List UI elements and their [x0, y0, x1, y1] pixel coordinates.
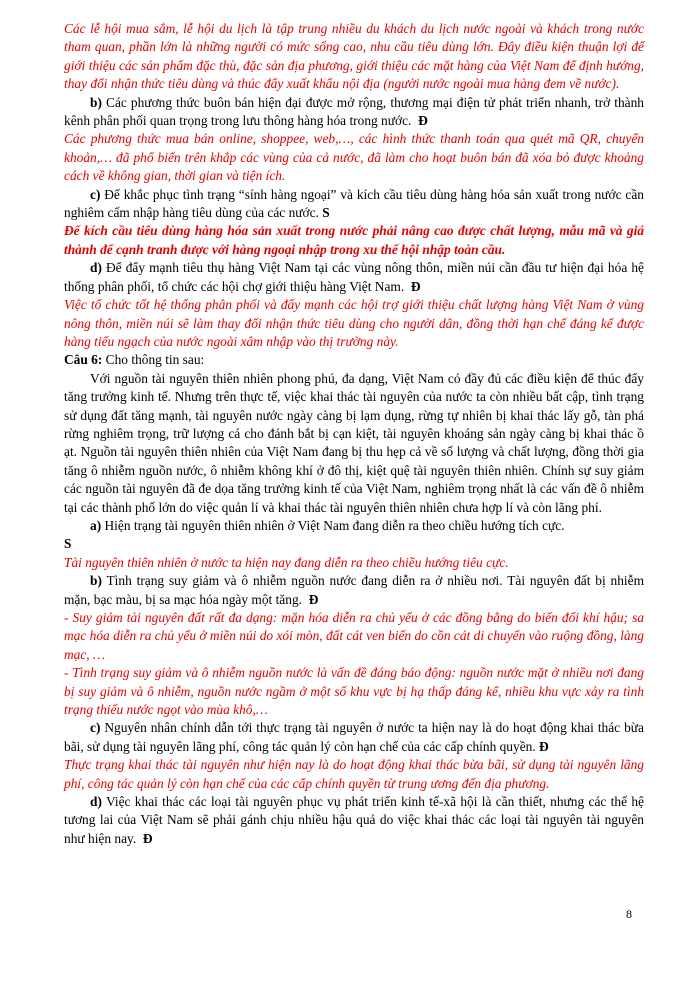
statement-label: d)	[90, 260, 102, 276]
answer-mark: Đ	[308, 591, 319, 607]
explanation-b: Các phương thức mua bán online, shoppee, web,…, các hình thức thanh toán qua quét mã QR, chuyển khoản,… đã phổ biến trên khắp các vùng của cả nước, đã làm cho hoạt buôn bán đã xóa bỏ được khoảng cách về không gian, thời gian và tiện ích.	[64, 131, 644, 184]
explanation-6c: Thực trạng khai thác tài nguyên như hiện nay là do hoạt động khai thác bừa bãi, sử dụng tài nguyên lãng phí, công tác quản lý còn hạn chế của các cấp chính quyền từ trung ương đến địa phương.	[64, 757, 644, 791]
question-6-heading	[64, 351, 644, 369]
explanation-d: Việc tổ chức tốt hệ thống phân phối và đẩy mạnh các hội trợ giới thiệu chất lượng hàng Việt Nam ở vùng nông thôn, miền núi sẽ làm thay đổi nhận thức tiêu dùng cho người dân, đồng thời hạn chế đáng kể được hàng tiểu ngạch của nước ngoài xâm nhập vào thị trường này.	[64, 297, 644, 349]
statement-label: b)	[90, 94, 102, 110]
statement-label: a)	[90, 517, 102, 533]
answer-mark: Đ	[539, 738, 549, 754]
explanation-6a: Tài nguyên thiên nhiên ở nước ta hiện nay đang diễn ra theo chiều hướng tiêu cực.	[64, 554, 509, 570]
answer-mark: Đ	[418, 113, 428, 129]
page-number: 8	[626, 907, 632, 921]
statement-text: Các phương thức buôn bán hiện đại được mở rộng, thương mại điện tử phát triển nhanh, trở thành kênh phân phối quan trọng trong lưu thông hàng hóa trong nước.	[64, 94, 644, 129]
answer-mark: Đ	[142, 830, 153, 846]
statement-label: c)	[90, 186, 101, 202]
statement-text: Để khắc phục tình trạng “sính hàng ngoại” và kích cầu tiêu dùng hàng hóa sản xuất trong nước cần nghiêm cấm nhập hàng tiêu dùng của các nước.	[64, 186, 644, 221]
statement-6a	[64, 517, 644, 535]
statement-label: d)	[90, 794, 102, 810]
answer-mark: Đ	[410, 278, 421, 294]
explanation-6b-1: - Suy giảm tài nguyên đất rất đa dạng: mặn hóa diễn ra chủ yếu ở các đồng bằng do biến đổi khí hậu; sa mạc hóa diễn ra chủ yếu ở miền núi do xói mòn, đất cát ven biển do cồn cát di chuyển vào ruộng đồng, làng mạc, …	[64, 610, 644, 662]
statement-b	[64, 94, 644, 131]
explanation-c: Để kích cầu tiêu dùng hàng hóa sản xuất trong nước phải nâng cao được chất lượng, mẫu mã và giá thành để cạnh tranh được với hàng ngoại nhập trong xu thế hội nhập toàn cầu.	[64, 223, 644, 257]
answer-mark: S	[322, 205, 330, 221]
statement-label: b)	[90, 573, 102, 589]
explanation-a: Các lễ hội mua sắm, lễ hội du lịch là tập trung nhiều du khách du lịch nước ngoài và khách trong nước tham quan, phần lớn là những người có mức sống cao, nhu cầu tiêu dùng lớn. Đây điều kiện thuận lợi để giới thiệu các sản phẩm đặc thù, đặc sản địa phương, giới thiệu các mặt hàng của Việt Nam để định hướng, thay đổi nhận thức tiêu dùng và thúc đẩy xuất khẩu nội địa (người nước ngoài mua hàng đem về nước).	[64, 21, 644, 92]
question-label: Câu 6:	[64, 352, 103, 368]
statement-6b	[64, 572, 644, 609]
question-6-passage: Với nguồn tài nguyên thiên nhiên phong phú, đa dạng, Việt Nam có đầy đủ các điều kiện để thúc đẩy tăng trưởng kinh tế. Nhưng trên thực tế, việc khai thác tài nguyên của nước ta còn nhiều bất cập, tình trạng sử dụng đất tăng mạnh, tài nguyên nước ngày càng bị lạm dụng, rừng tự nhiên bị khai thác lấy gỗ, tàn phá rừng nghiêm trọng, trữ lượng cá cho đánh bắt bị cạn kiệt, tài nguyên khoáng sản ngày càng bị khai thác ồ ạt. Nguồn tài nguyên thiên nhiên của Việt Nam đang bị thu hẹp cả về số lượng và chất lượng, đồng thời gia tăng ô nhiễm nguồn nước, ô nhiễm không khí ở đô thị, kiệt quệ tài nguyên thiên nhiên. Chính sự suy giảm các nguồn tài nguyên đã đe dọa tăng trưởng kinh tế của Việt Nam, nghiêm trọng nhất là các vấn đề ô nhiễm tại các thành phố lớn do việc quản lí và khai thác tài nguyên thiên nhiên chưa hợp lí và còn lãng phí.	[64, 370, 644, 515]
statement-6c	[64, 719, 644, 756]
statement-text: Việc khai thác các loại tài nguyên phục vụ phát triển kinh tế-xã hội là cần thiết, nhưng các thế hệ tương lai của Việt Nam sẽ phải gánh chịu nhiều hậu quả do việc khai thác các loại tài nguyên tài nguyên như hiện nay.	[64, 794, 644, 846]
statement-text: Để đẩy mạnh tiêu thụ hàng Việt Nam tại các vùng nông thôn, miền núi cần đầu tư hiện đại hóa hệ thống phân phối, tổ chức các hội chợ giới thiệu hàng Việt Nam.	[64, 260, 644, 294]
answer-mark-6a	[64, 535, 644, 553]
statement-text: Nguyên nhân chính dẫn tới thực trạng tài nguyên ở nước ta hiện nay là do hoạt động khai thác bừa bãi, sử dụng tài nguyên lãng phí, công tác quản lý còn hạn chế của các cấp chính quyền.	[64, 720, 644, 754]
statement-text: Tình trạng suy giảm và ô nhiễm nguồn nước đang diễn ra ở nhiều nơi. Tài nguyên đất bị nhiễm mặn, bạc màu, bị sa mạc hóa ngày một tăng.	[64, 573, 644, 607]
statement-label: c)	[90, 720, 101, 736]
statement-c	[64, 186, 644, 223]
explanation-6b-2: - Tình trạng suy giảm và ô nhiễm nguồn nước là vấn đề đáng báo động: nguồn nước mặt ở nhiều nơi đang bị suy giảm và ô nhiễm, nguồn nước ngầm ở một số khu vực bị hạ thấp đáng kể, nhiều khu vực xảy ra tình trạng thiếu nước ngọt vào mùa khô,…	[64, 665, 644, 718]
question-text: Cho thông tin sau:	[102, 352, 205, 368]
answer-mark: S	[64, 536, 72, 552]
statement-6d	[64, 793, 644, 848]
statement-text: Hiện trạng tài nguyên thiên nhiên ở Việt Nam đang diễn ra theo chiều hướng tích cực.	[101, 517, 565, 533]
page-content	[64, 20, 644, 848]
statement-d	[64, 259, 644, 296]
